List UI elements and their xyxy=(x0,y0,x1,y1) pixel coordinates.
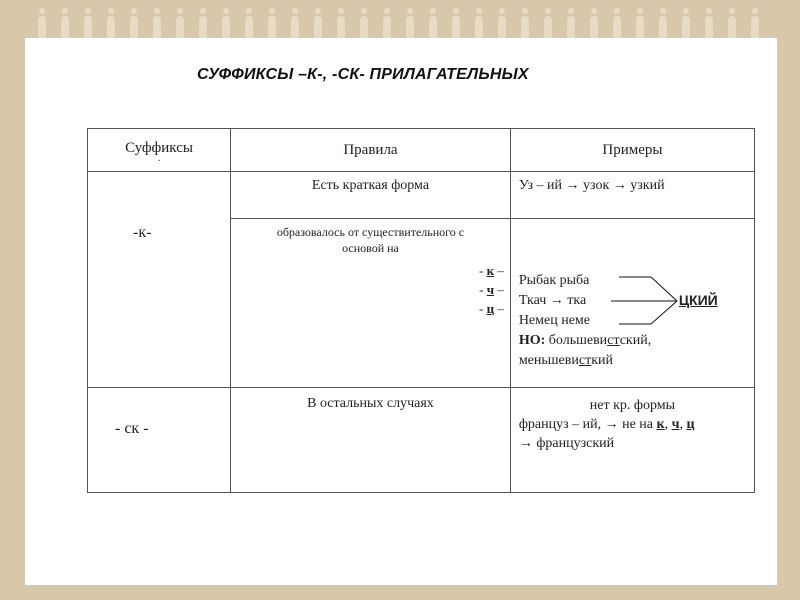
example-exception-2: меньшевисткий xyxy=(518,353,613,368)
letter-k-line: - к – xyxy=(478,263,504,278)
example-short-form: Уз – ий → узок → узкий xyxy=(510,172,754,219)
rule-other-cases: В остальных случаях xyxy=(231,388,511,493)
table-row xyxy=(88,172,755,219)
letter-c-line: - ц – xyxy=(478,301,504,316)
suffix-sk: - ск - xyxy=(115,420,149,437)
rule-noun-base-text: образовалось от существительного с основой на xyxy=(276,225,465,255)
letter-ch-line: - ч – xyxy=(479,282,504,297)
rule-noun-base xyxy=(231,219,511,388)
example-tkach: Ткач → тка xyxy=(518,293,587,308)
base-letters xyxy=(479,261,504,318)
suffix-table xyxy=(87,128,755,493)
examples-other-cases xyxy=(510,388,754,493)
header-suffixes-label: Суффиксы xyxy=(125,139,193,156)
rule-short-form: Есть краткая форма xyxy=(231,172,511,219)
header-examples: Примеры xyxy=(510,129,754,172)
example-exception-1: НО: большевистский, xyxy=(518,333,652,348)
examples-noun-base xyxy=(510,219,754,388)
table-header-row xyxy=(88,129,755,172)
example-no-short-form: нет кр. формы xyxy=(589,398,676,413)
header-mark: . xyxy=(157,152,161,164)
header-rules: Правила xyxy=(231,129,511,172)
example-nemets: Немец неме xyxy=(518,313,590,328)
example-rybak: Рыбак рыба xyxy=(518,273,590,288)
page-title: СУФФИКСЫ –К-, -СК- ПРИЛАГАТЕЛЬНЫХ xyxy=(197,66,529,83)
suffix-k-cell xyxy=(88,172,231,388)
table-row xyxy=(88,388,755,493)
suffix-sk-cell xyxy=(88,388,231,493)
example-lines xyxy=(519,271,651,371)
example-francuzsky: → французский xyxy=(518,436,615,451)
suffix-k: -к- xyxy=(133,224,152,241)
example-francuz: француз – ий, → не на к, ч, ц xyxy=(518,417,695,432)
result-cky: ЦКИЙ xyxy=(678,292,718,308)
header-suffixes xyxy=(88,129,231,172)
